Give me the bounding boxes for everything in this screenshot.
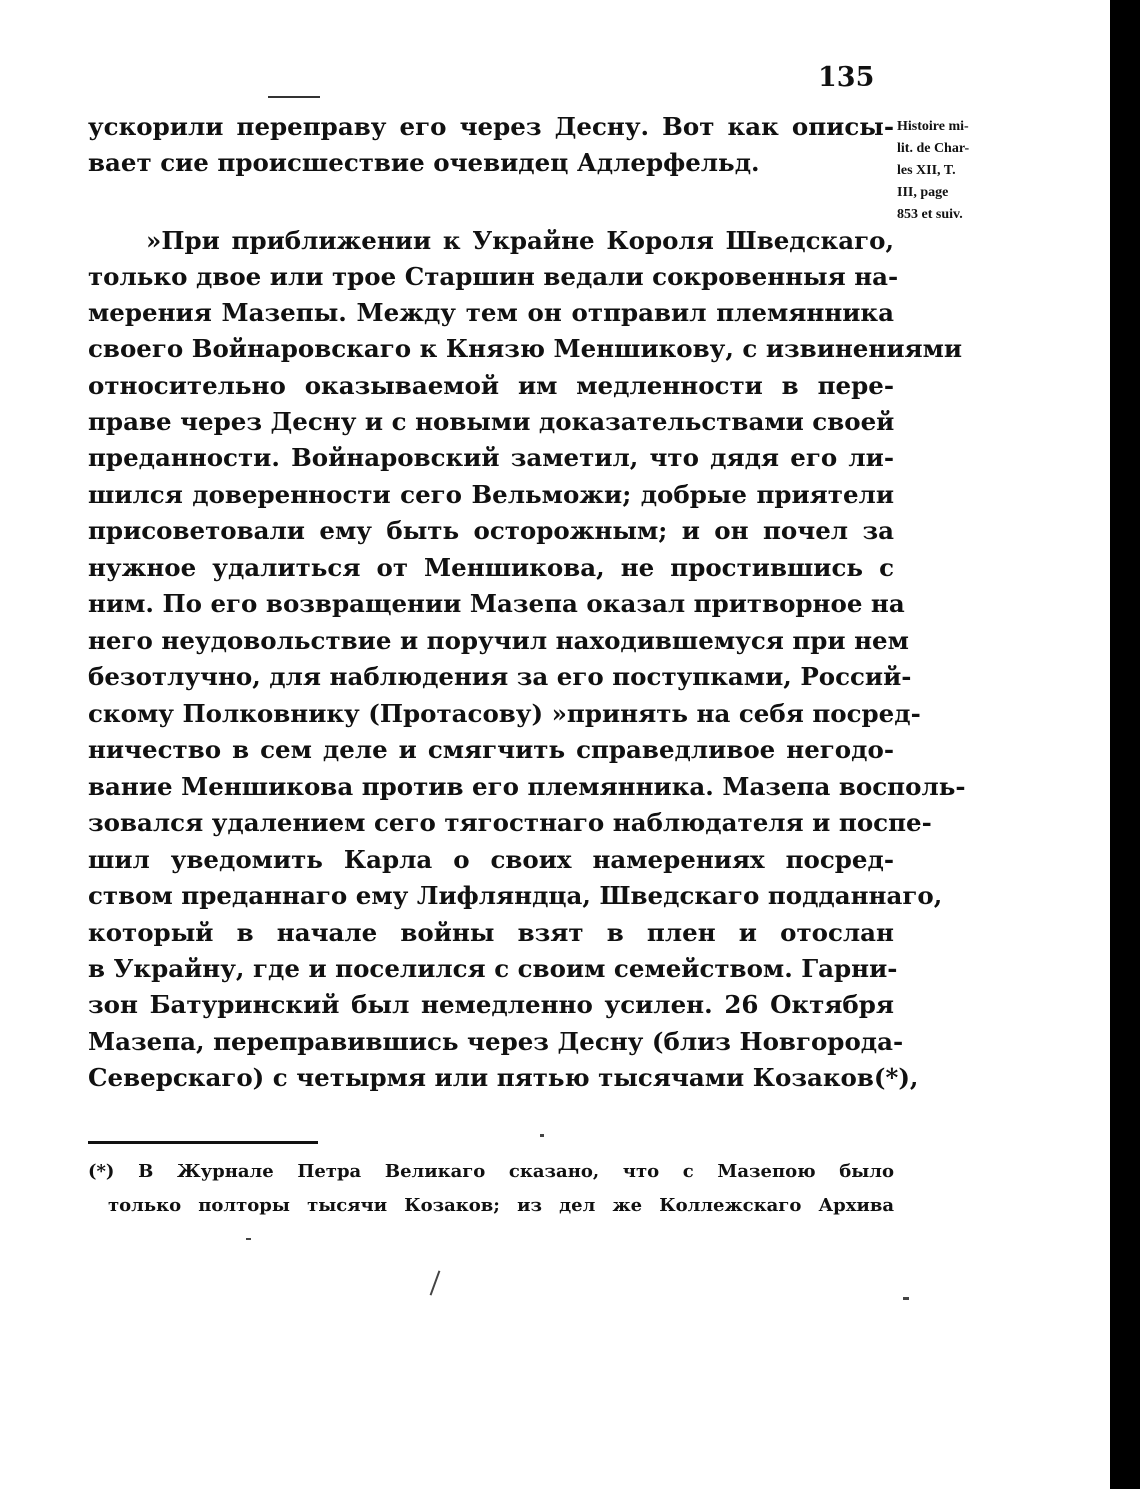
text-line: Мазепа, переправившись через Десну (близ Новгорода-	[88, 1027, 904, 1056]
text-line: нужное удалиться от Меншикова, не простившись с	[88, 553, 894, 582]
text-line: шил уведомить Карла о своих намерениях посред-	[88, 845, 894, 874]
scan-speck	[903, 1297, 909, 1300]
text-line: вает сие происшествие очевидец Адлерфельд.	[88, 148, 760, 177]
text-line: присоветовали ему быть осторожным; и он почел за	[88, 516, 894, 545]
scan-edge	[1110, 0, 1140, 1489]
scan-speck	[430, 1270, 441, 1295]
text-line: ускорили переправу его через Десну. Вот как описы-	[88, 112, 894, 141]
text-line: зон Батуринский был немедленно усилен. 26 Октября	[88, 990, 894, 1019]
text-line: вание Меншикова против его племянника. Мазепа восполь-	[88, 772, 966, 801]
footnote-line: только полторы тысячи Козаков; из дел же Коллежскаго Архива	[108, 1195, 894, 1216]
text-line: относительно оказываемой им медленности в пере-	[88, 371, 894, 400]
scan-speck	[540, 1134, 544, 1137]
margin-note	[897, 116, 1017, 226]
text-line: него неудовольствие и поручил находившемуся при нем	[88, 626, 909, 655]
text-line: зовался удалением сего тягостнаго наблюдателя и поспе-	[88, 808, 932, 837]
text-line: только двое или трое Старшин ведали сокровенныя на-	[88, 262, 899, 291]
text-line: ничество в сем деле и смягчить справедливое негодо-	[88, 735, 894, 764]
page-number: 135	[818, 62, 875, 93]
margin-note-line: III, page	[897, 185, 949, 200]
text-line: который в начале войны взят в плен и отослан	[88, 918, 894, 947]
scan-speck	[246, 1238, 251, 1240]
text-line: в Украйну, где и поселился с своим семейством. Гарни-	[88, 954, 898, 983]
footnote-line: (*) В Журнале Петра Великаго сказано, что с Мазепою было	[88, 1161, 894, 1182]
footnote-rule	[88, 1141, 318, 1144]
margin-note-line: 853 et suiv.	[897, 207, 963, 222]
text-line: ним. По его возвращении Мазепа оказал притворное на	[88, 589, 905, 618]
margin-note-line: lit. de Char-	[897, 141, 970, 156]
text-line: безотлучно, для наблюдения за его поступками, Россий-	[88, 662, 912, 691]
text-line: »При приближении к Украйне Короля Шведскаго,	[146, 226, 894, 255]
text-line: Северскаго) с четырмя или пятью тысячами Козаков(*),	[88, 1063, 919, 1092]
margin-note-line: Histoire mi-	[897, 119, 969, 134]
text-line: преданности. Войнаровский заметил, что дядя его ли-	[88, 443, 894, 472]
text-line: скому Полковнику (Протасову) »принять на себя посред-	[88, 699, 921, 728]
header-rule	[268, 96, 320, 98]
text-line: своего Войнаровскаго к Князю Меншикову, с извинениями	[88, 334, 963, 363]
text-line: шился доверенности сего Вельможи; добрые приятели	[88, 480, 894, 509]
text-line: праве через Десну и с новыми доказательствами своей	[88, 407, 895, 436]
text-line: ством преданнаго ему Лифляндца, Шведскаго подданнаго,	[88, 881, 943, 910]
margin-note-line: les XII, T.	[897, 163, 956, 178]
text-line: мерения Мазепы. Между тем он отправил племянника	[88, 298, 894, 327]
